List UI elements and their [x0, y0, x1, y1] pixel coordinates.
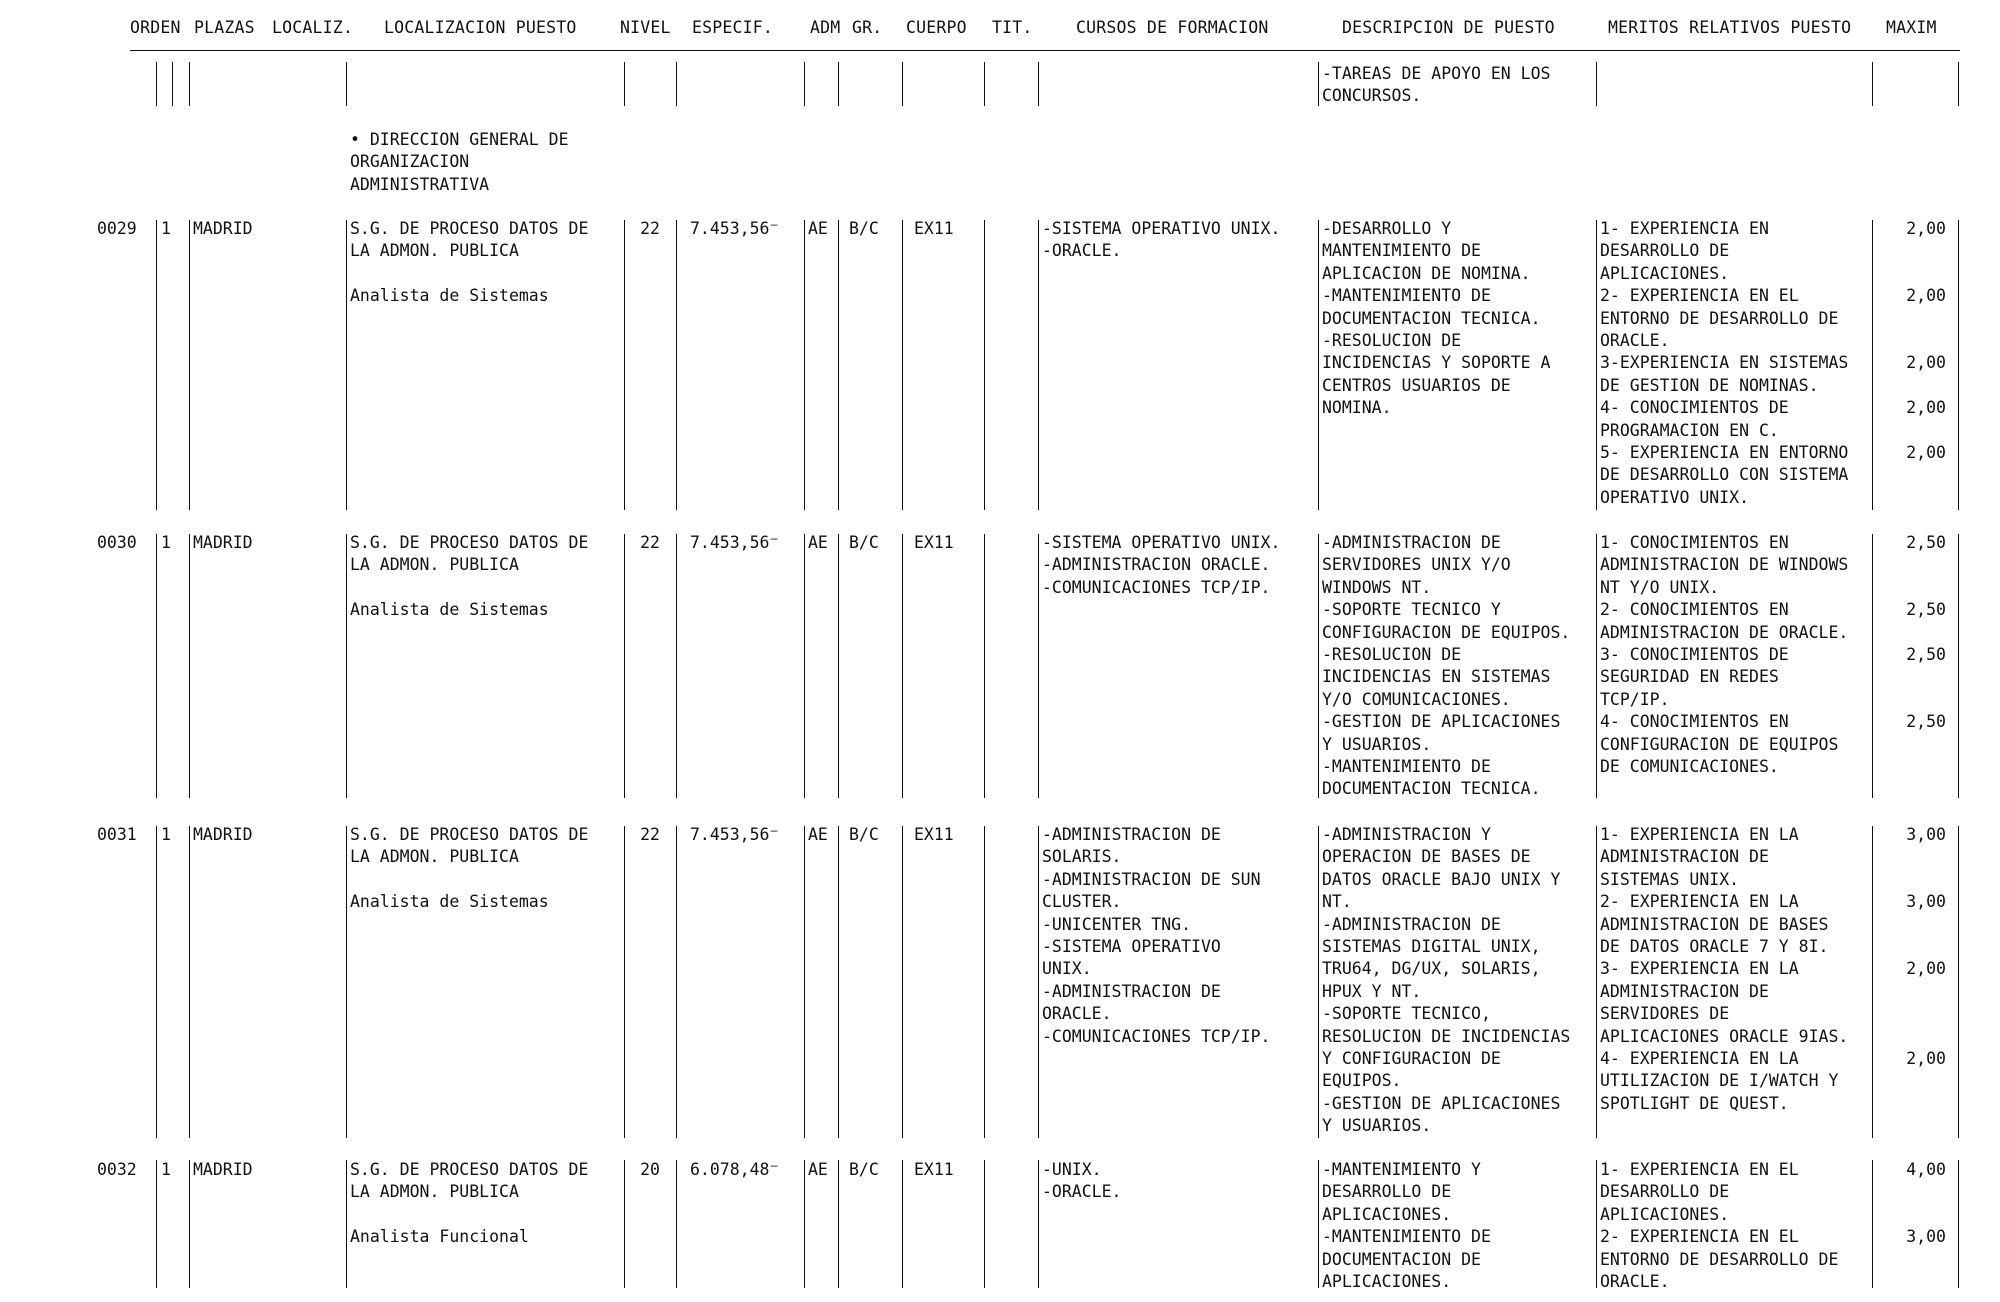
cell-maxim: 3,00 3,00 2,00 2,00 — [1906, 825, 1946, 1069]
cell-orden: 0029 — [97, 219, 137, 238]
cell-adm: AE — [808, 219, 828, 238]
continuation-rule — [804, 62, 805, 106]
cell-unidad: S.G. DE PROCESO DATOS DE LA ADMON. PUBLICA — [350, 1160, 589, 1202]
cell-gr: B/C — [849, 219, 879, 238]
cell-cuerpo: EX11 — [914, 1160, 954, 1179]
column-rule — [676, 826, 677, 1138]
cell-especif: 6.078,48⁻ — [690, 1160, 779, 1180]
cell-localidad: MADRID — [193, 219, 253, 238]
column-rule — [902, 826, 903, 1138]
cell-cuerpo: EX11 — [914, 825, 954, 844]
cell-meritos: 1- EXPERIENCIA EN LA ADMINISTRACION DE SISTEMAS UNIX. 2- EXPERIENCIA EN LA ADMINISTRACION DE BASES DE DATOS ORACLE 7 Y 8I. 3- EXPERIENCIA EN LA ADMINISTRACION DE SERVIDORES DE APLICACIONES ORACLE 9IAS. 4- EXPERIENCIA EN LA UTILIZACION DE I/WATCH Y SPOTLIGHT DE QUEST. — [1600, 825, 1849, 1113]
column-rule — [676, 1160, 677, 1288]
cell-nivel: 20 — [640, 1160, 660, 1179]
euro-icon: ⁻ — [769, 533, 779, 553]
section-heading: • DIRECCION GENERAL DE ORGANIZACION ADMINISTRATIVA — [350, 130, 569, 194]
column-rule — [624, 826, 625, 1138]
cell-plazas: 1 — [161, 1160, 171, 1179]
continuation-rule — [1872, 62, 1873, 106]
column-rule — [156, 1160, 157, 1288]
column-rule — [1958, 826, 1959, 1138]
column-rule — [838, 220, 839, 510]
cell-puesto: Analista de Sistemas — [350, 892, 549, 911]
cell-especif: 7.453,56⁻ — [690, 533, 779, 553]
column-rule — [346, 220, 347, 510]
continuation-rule — [346, 62, 347, 106]
header-cuerpo: CUERPO — [906, 18, 967, 37]
cell-cursos: -ADMINISTRACION DE SOLARIS. -ADMINISTRACION DE SUN CLUSTER. -UNICENTER TNG. -SISTEMA OPERATIVO UNIX. -ADMINISTRACION DE ORACLE. -COMUNICACIONES TCP/IP. — [1042, 825, 1271, 1046]
cell-descripcion: -ADMINISTRACION Y OPERACION DE BASES DE DATOS ORACLE BAJO UNIX Y NT. -ADMINISTRACION DE SISTEMAS DIGITAL UNIX, TRU64, DG/UX, SOLARIS, HPUX Y NT. -SOPORTE TECNICO, RESOLUCION DE INCIDENCIAS Y CONFIGURACION DE EQUIPOS. -GESTION DE APLICACIONES Y USUARIOS. — [1322, 825, 1571, 1136]
column-rule — [1872, 826, 1873, 1138]
column-rule — [1038, 1160, 1039, 1288]
column-rule — [1318, 534, 1319, 798]
column-rule — [1596, 220, 1597, 510]
column-rule — [838, 826, 839, 1138]
column-rule — [156, 534, 157, 798]
continuation-rule — [1958, 62, 1959, 106]
continuation-rule — [156, 62, 157, 106]
cell-adm: AE — [808, 1160, 828, 1179]
euro-icon: ⁻ — [769, 825, 779, 845]
continuation-rule — [172, 62, 173, 106]
cell-puesto: Analista Funcional — [350, 1227, 529, 1246]
cell-cuerpo: EX11 — [914, 533, 954, 552]
column-rule — [346, 534, 347, 798]
cell-descripcion: -MANTENIMIENTO Y DESARROLLO DE APLICACIONES. -MANTENIMIENTO DE DOCUMENTACION DE APLICACIONES. — [1322, 1160, 1491, 1292]
column-rule — [902, 534, 903, 798]
cell-cuerpo: EX11 — [914, 219, 954, 238]
euro-icon: ⁻ — [769, 1160, 779, 1180]
column-rule — [1318, 1160, 1319, 1288]
cell-maxim: 2,50 2,50 2,50 2,50 — [1906, 533, 1946, 732]
continuation-rule — [838, 62, 839, 106]
continuation-rule — [1318, 62, 1319, 106]
column-rule — [838, 1160, 839, 1288]
header-localizacion-puesto: LOCALIZACION PUESTO — [384, 18, 577, 37]
column-rule — [156, 220, 157, 510]
column-rule — [804, 826, 805, 1138]
column-rule — [1596, 826, 1597, 1138]
header-rule — [130, 50, 1960, 51]
cell-orden: 0031 — [97, 825, 137, 844]
column-rule — [189, 220, 190, 510]
continuation-rule — [902, 62, 903, 106]
cell-nivel: 22 — [640, 825, 660, 844]
continuation-rule — [984, 62, 985, 106]
header-maxim: MAXIM — [1886, 18, 1937, 37]
column-rule — [189, 1160, 190, 1288]
cell-gr: B/C — [849, 533, 879, 552]
header-meritos: MERITOS RELATIVOS PUESTO — [1608, 18, 1852, 37]
cell-plazas: 1 — [161, 825, 171, 844]
cell-puesto: Analista de Sistemas — [350, 600, 549, 619]
cell-cursos: -UNIX. -ORACLE. — [1042, 1160, 1122, 1202]
cell-localidad: MADRID — [193, 825, 253, 844]
cell-orden: 0032 — [97, 1160, 137, 1179]
column-rule — [902, 220, 903, 510]
cell-descripcion: -DESARROLLO Y MANTENIMIENTO DE APLICACION DE NOMINA. -MANTENIMIENTO DE DOCUMENTACION TECNICA. -RESOLUCION DE INCIDENCIAS Y SOPORTE A CENTROS USUARIOS DE NOMINA. — [1322, 219, 1551, 418]
header-plazas: PLAZAS — [194, 18, 255, 37]
header-gr: GR. — [852, 18, 883, 37]
column-rule — [1872, 1160, 1873, 1288]
cell-cursos: -SISTEMA OPERATIVO UNIX. -ADMINISTRACION ORACLE. -COMUNICACIONES TCP/IP. — [1042, 533, 1281, 597]
cell-unidad: S.G. DE PROCESO DATOS DE LA ADMON. PUBLICA — [350, 219, 589, 261]
cell-meritos: 1- EXPERIENCIA EN EL DESARROLLO DE APLICACIONES. 2- EXPERIENCIA EN EL ENTORNO DE DESARROLLO DE ORACLE. — [1600, 1160, 1839, 1292]
header-nivel: NIVEL — [620, 18, 671, 37]
header-orden: ORDEN — [130, 18, 181, 37]
cell-especif: 7.453,56⁻ — [690, 219, 779, 239]
header-localiz: LOCALIZ. — [272, 18, 354, 37]
cell-maxim: 4,00 3,00 — [1906, 1160, 1946, 1247]
column-rule — [984, 826, 985, 1138]
cell-localidad: MADRID — [193, 1160, 253, 1179]
column-rule — [346, 1160, 347, 1288]
cell-gr: B/C — [849, 825, 879, 844]
column-rule — [1872, 220, 1873, 510]
column-rule — [346, 826, 347, 1138]
column-rule — [984, 220, 985, 510]
continuation-rule — [189, 62, 190, 106]
column-rule — [189, 826, 190, 1138]
cell-unidad: S.G. DE PROCESO DATOS DE LA ADMON. PUBLICA — [350, 533, 589, 575]
column-rule — [1872, 534, 1873, 798]
cell-localidad: MADRID — [193, 533, 253, 552]
column-rule — [624, 220, 625, 510]
continuation-rule — [624, 62, 625, 106]
column-rule — [189, 534, 190, 798]
column-rule — [804, 534, 805, 798]
column-rule — [624, 1160, 625, 1288]
column-rule — [984, 1160, 985, 1288]
column-rule — [676, 220, 677, 510]
header-adm: ADM — [810, 18, 841, 37]
column-rule — [156, 826, 157, 1138]
column-rule — [804, 220, 805, 510]
cell-maxim: 2,00 2,00 2,00 2,00 2,00 — [1906, 219, 1946, 463]
column-rule — [804, 1160, 805, 1288]
cell-plazas: 1 — [161, 533, 171, 552]
column-rule — [1038, 826, 1039, 1138]
cell-plazas: 1 — [161, 219, 171, 238]
column-rule — [624, 534, 625, 798]
cell-unidad: S.G. DE PROCESO DATOS DE LA ADMON. PUBLICA — [350, 825, 589, 867]
column-rule — [1318, 826, 1319, 1138]
cell-nivel: 22 — [640, 219, 660, 238]
cell-meritos: 1- EXPERIENCIA EN DESARROLLO DE APLICACIONES. 2- EXPERIENCIA EN EL ENTORNO DE DESARROLLO DE ORACLE. 3-EXPERIENCIA EN SISTEMAS DE GESTION DE NOMINAS. 4- CONOCIMIENTOS DE PROGRAMACION EN C. 5- EXPERIENCIA EN ENTORNO DE DESARROLLO CON SISTEMA OPERATIVO UNIX. — [1600, 219, 1849, 507]
continuation-rule — [676, 62, 677, 106]
cell-gr: B/C — [849, 1160, 879, 1179]
cell-adm: AE — [808, 533, 828, 552]
cell-cursos: -SISTEMA OPERATIVO UNIX. -ORACLE. — [1042, 219, 1281, 261]
cell-especif: 7.453,56⁻ — [690, 825, 779, 845]
column-rule — [1958, 534, 1959, 798]
column-rule — [1318, 220, 1319, 510]
column-rule — [838, 534, 839, 798]
cell-descripcion: -ADMINISTRACION DE SERVIDORES UNIX Y/O WINDOWS NT. -SOPORTE TECNICO Y CONFIGURACION DE EQUIPOS. -RESOLUCION DE INCIDENCIAS EN SISTEMAS Y/O COMUNICACIONES. -GESTION DE APLICACIONES Y USUARIOS. -MANTENIMIENTO DE DOCUMENTACION TECNICA. — [1322, 533, 1571, 799]
cell-meritos: 1- CONOCIMIENTOS EN ADMINISTRACION DE WINDOWS NT Y/O UNIX. 2- CONOCIMIENTOS EN ADMINISTRACION DE ORACLE. 3- CONOCIMIENTOS DE SEGURIDAD EN REDES TCP/IP. 4- CONOCIMIENTOS EN CONFIGURACION DE EQUIPOS DE COMUNICACIONES. — [1600, 533, 1849, 777]
cell-puesto: Analista de Sistemas — [350, 286, 549, 305]
continuation-rule — [1038, 62, 1039, 106]
cell-orden: 0030 — [97, 533, 137, 552]
column-rule — [676, 534, 677, 798]
header-descripcion: DESCRIPCION DE PUESTO — [1342, 18, 1555, 37]
column-rule — [1958, 220, 1959, 510]
column-rule — [984, 534, 985, 798]
continuation-rule — [1596, 62, 1597, 106]
column-rule — [1038, 220, 1039, 510]
header-cursos: CURSOS DE FORMACION — [1076, 18, 1269, 37]
continuation-descripcion: -TAREAS DE APOYO EN LOS CONCURSOS. — [1322, 64, 1551, 106]
column-rule — [1596, 534, 1597, 798]
cell-adm: AE — [808, 825, 828, 844]
column-rule — [1038, 534, 1039, 798]
column-rule — [902, 1160, 903, 1288]
header-tit: TIT. — [992, 18, 1033, 37]
column-rule — [1596, 1160, 1597, 1288]
header-especif: ESPECIF. — [692, 18, 774, 37]
column-rule — [1958, 1160, 1959, 1288]
cell-nivel: 22 — [640, 533, 660, 552]
euro-icon: ⁻ — [769, 219, 779, 239]
